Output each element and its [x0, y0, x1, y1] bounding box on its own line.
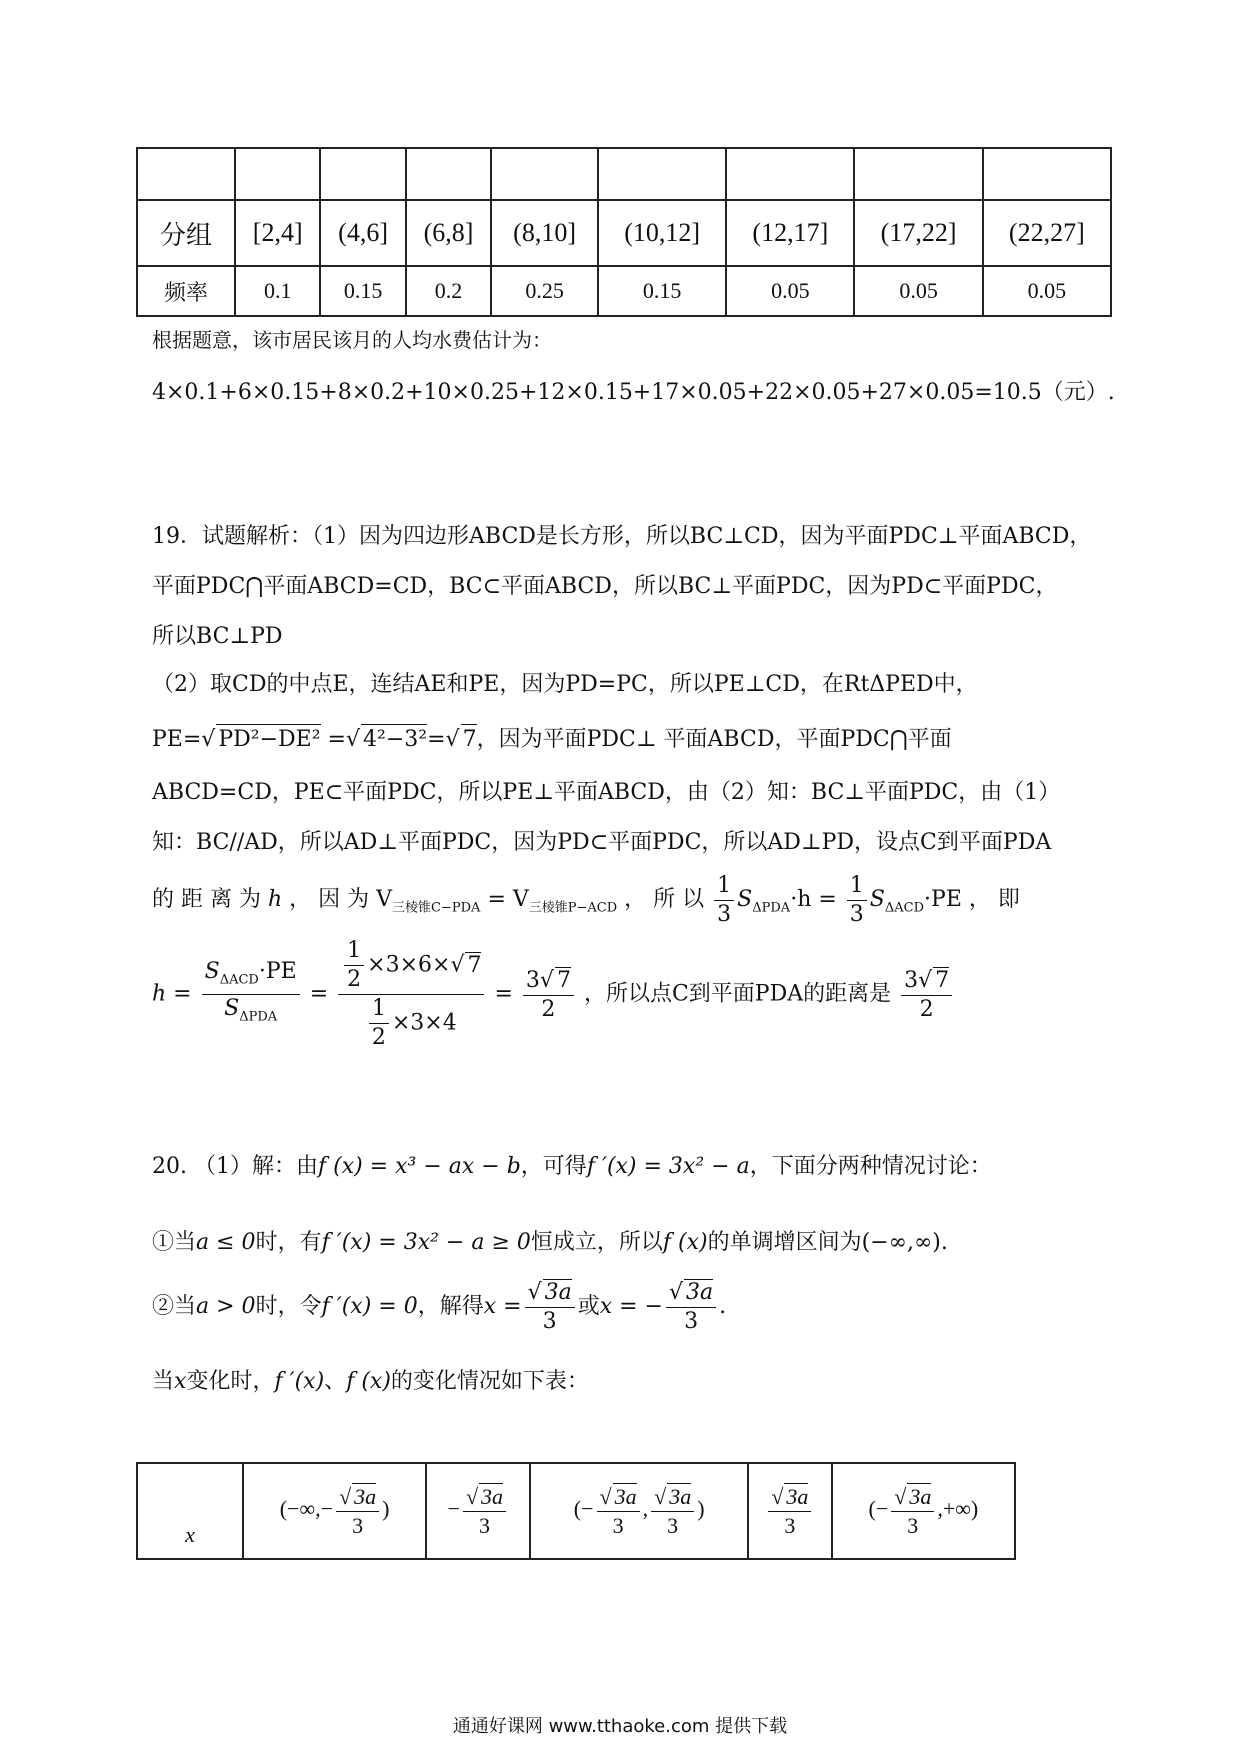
freq-cell: 0.25 — [491, 266, 598, 316]
group-cell: (12,17] — [726, 200, 854, 266]
p19-line6: ABCD=CD，PE⊂平面PDC，所以PE⊥平面ABCD，由（2）知：BC⊥平面PDC，由（1） — [152, 780, 1061, 805]
p19-line3: 所以BC⊥PD — [152, 624, 283, 649]
group-cell: (10,12] — [598, 200, 726, 266]
p19-line2: 平面PDC⋂平面ABCD=CD，BC⊂平面ABCD，所以BC⊥平面PDC，因为PD⊂平面PDC， — [152, 574, 1058, 599]
frequency-table — [136, 147, 1112, 317]
freq-cell: 0.15 — [598, 266, 726, 316]
freq-cell: 0.1 — [235, 266, 320, 316]
table-row-freqs — [137, 266, 1111, 316]
freq-cell: 0.05 — [854, 266, 982, 316]
freq-cell: 0.05 — [983, 266, 1111, 316]
group-cell: (8,10] — [491, 200, 598, 266]
table-row-empty — [137, 148, 1111, 200]
p19-line1: 19．试题解析：（1）因为四边形ABCD是长方形，所以BC⊥CD，因为平面PDC⊥平面ABCD， — [152, 524, 1092, 549]
point-cell: $\frac{√ 3a}{3}$ — [748, 1463, 832, 1559]
p19-line7: 知：BC//AD，所以AD⊥平面PDC，因为PD⊂平面PDC，所以AD⊥PD，设点C到平面PDA — [152, 830, 1052, 855]
p20-line1: 20. （1）解：由f (x) = x³ − ax − b，可得f ′(x) = 3x² − a，下面分两种情况讨论： — [152, 1154, 992, 1179]
fraction-h: $\frac{S_{\Delta ACD}\cdot PE}{S_{\Delta PDA}}$ — [202, 959, 300, 1031]
group-cell: (4,6] — [320, 200, 405, 266]
p18-line2: 4×0.1+6×0.15+8×0.2+10×0.25+12×0.15+17×0.05+22×0.05+27×0.05=10.5（元）. — [152, 380, 1115, 405]
p20-line2: ①当a ≤ 0时，有f ′(x) = 3x² − a ≥ 0恒成立，所以f (x)的单调增区间为(−∞,∞). — [152, 1230, 948, 1255]
p19-line4: （2）取CD的中点E，连结AE和PE，因为PD=PC，所以PE⊥CD，在RtΔPED中， — [152, 672, 978, 697]
fraction-one-third: $\frac{1}{3}$ — [847, 873, 867, 928]
group-cell: (6,8] — [406, 200, 491, 266]
group-cell: (17,22] — [854, 200, 982, 266]
freq-cell: 0.05 — [726, 266, 854, 316]
point-cell: − $\frac{√ 3a}{3}$ — [426, 1463, 530, 1559]
fraction-volume: $\frac{1}{2}$ ×3×6×√ 7 $\frac{1}{2}$ ×3×4 — [338, 938, 484, 1051]
interval-cell: (−∞,− $\frac{√ 3a}{3}$ ) — [243, 1463, 426, 1559]
interval-cell: (− $\frac{√ 3a}{3}$ , $\frac{√ 3a}{3}$ ) — [530, 1463, 748, 1559]
variation-table — [136, 1462, 1016, 1560]
p20-line4: 当x变化时，f ′(x)、f (x)的变化情况如下表： — [152, 1369, 589, 1394]
p19-line5: PE=√ PD²−DE² =√ 4²−3²=√ 7，因为平面PDC⊥ 平面ABCD，平面PDC⋂平面 — [152, 724, 952, 755]
x-label-cell: x — [137, 1463, 243, 1559]
row-label-group: 分组 — [137, 200, 235, 266]
table-row-groups — [137, 200, 1111, 266]
p19-line8: 的 距 离 为 h ， 因 为 $V_{三棱锥C-PDA} = V_{三棱锥P-ACD}$ ， 所 以 $\frac{1}{3}$ $S_{\Delta PDA}\cdot h$ = $\frac{1}{3}$ $S_{\Delta ACD}\cdot PE$ ， 即 — [152, 872, 1020, 927]
fraction-root: $\frac{√ 3a}{3}$ — [666, 1279, 716, 1335]
p18-line1: 根据题意，该市居民该月的人均水费估计为： — [152, 328, 552, 352]
fraction-root: $\frac{√ 3a}{3}$ — [525, 1279, 575, 1335]
fraction-one-third: $\frac{1}{3}$ — [714, 873, 734, 928]
group-cell: [2,4] — [235, 200, 320, 266]
page-footer: 通通好课网 www.tthaoke.com 提供下载 — [452, 1716, 788, 1737]
p20-line3: ②当a > 0时，令f ′(x) = 0，解得x = $\frac{√ 3a}{3}$ 或x = − $\frac{√ 3a}{3}$ . — [152, 1280, 727, 1334]
sqrt-sign: √ — [445, 727, 460, 752]
sqrt-sign: √ — [345, 727, 361, 752]
table-row — [137, 1463, 1015, 1559]
fraction-result: $\frac{3√ 7}{2}$ — [523, 967, 574, 1023]
freq-cell: 0.15 — [320, 266, 405, 316]
p19-line9: h = $\frac{S_{\Delta ACD}\cdot PE}{S_{\Delta PDA}}$ = $\frac{1}{2}$ ×3×6×√ 7 $\frac{1}{2}$ ×3×4 = $\frac{3√ 7}{2}$ ，所以点C到平面PDA的距离是 $\frac{3√ 7}{2}$ — [152, 938, 955, 1051]
group-cell: (22,27] — [983, 200, 1111, 266]
freq-cell: 0.2 — [406, 266, 491, 316]
row-label-freq: 频率 — [137, 266, 235, 316]
fraction-result-2: $\frac{3√ 7}{2}$ — [901, 967, 952, 1023]
sqrt-sign: √ — [201, 727, 216, 752]
interval-cell: (− $\frac{√ 3a}{3}$ ,+∞) — [832, 1463, 1015, 1559]
